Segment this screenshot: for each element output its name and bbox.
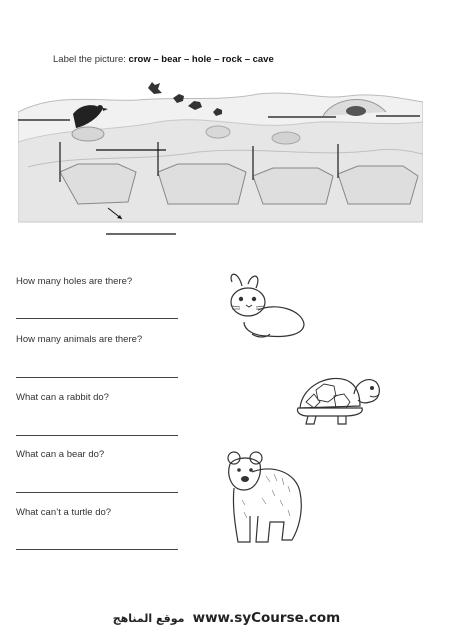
footer-site[interactable]: www.syCourse.com — [192, 610, 341, 626]
answer-line-3[interactable] — [16, 435, 178, 436]
rabbit-icon — [218, 272, 310, 340]
answer-line-1[interactable] — [16, 318, 178, 319]
question-3: What can a rabbit do? — [16, 392, 109, 403]
answer-line-2[interactable] — [16, 377, 178, 378]
question-5: What can’t a turtle do? — [16, 507, 112, 518]
answer-line-4[interactable] — [16, 492, 178, 493]
instruction-prefix: Label the picture: — [53, 54, 126, 65]
bear-icon — [222, 450, 308, 546]
scene-illustration — [18, 72, 423, 242]
question-1: How many holes are there? — [16, 276, 133, 287]
answer-line-5[interactable] — [16, 549, 178, 550]
question-2: How many animals are there? — [16, 334, 143, 345]
turtle-icon — [294, 370, 384, 428]
instruction-words: crow – bear – hole – rock – cave — [128, 54, 274, 65]
footer-arabic: موقع المناهج — [112, 612, 185, 625]
instruction — [53, 54, 274, 65]
footer — [0, 610, 453, 626]
question-4: What can a bear do? — [16, 449, 105, 460]
